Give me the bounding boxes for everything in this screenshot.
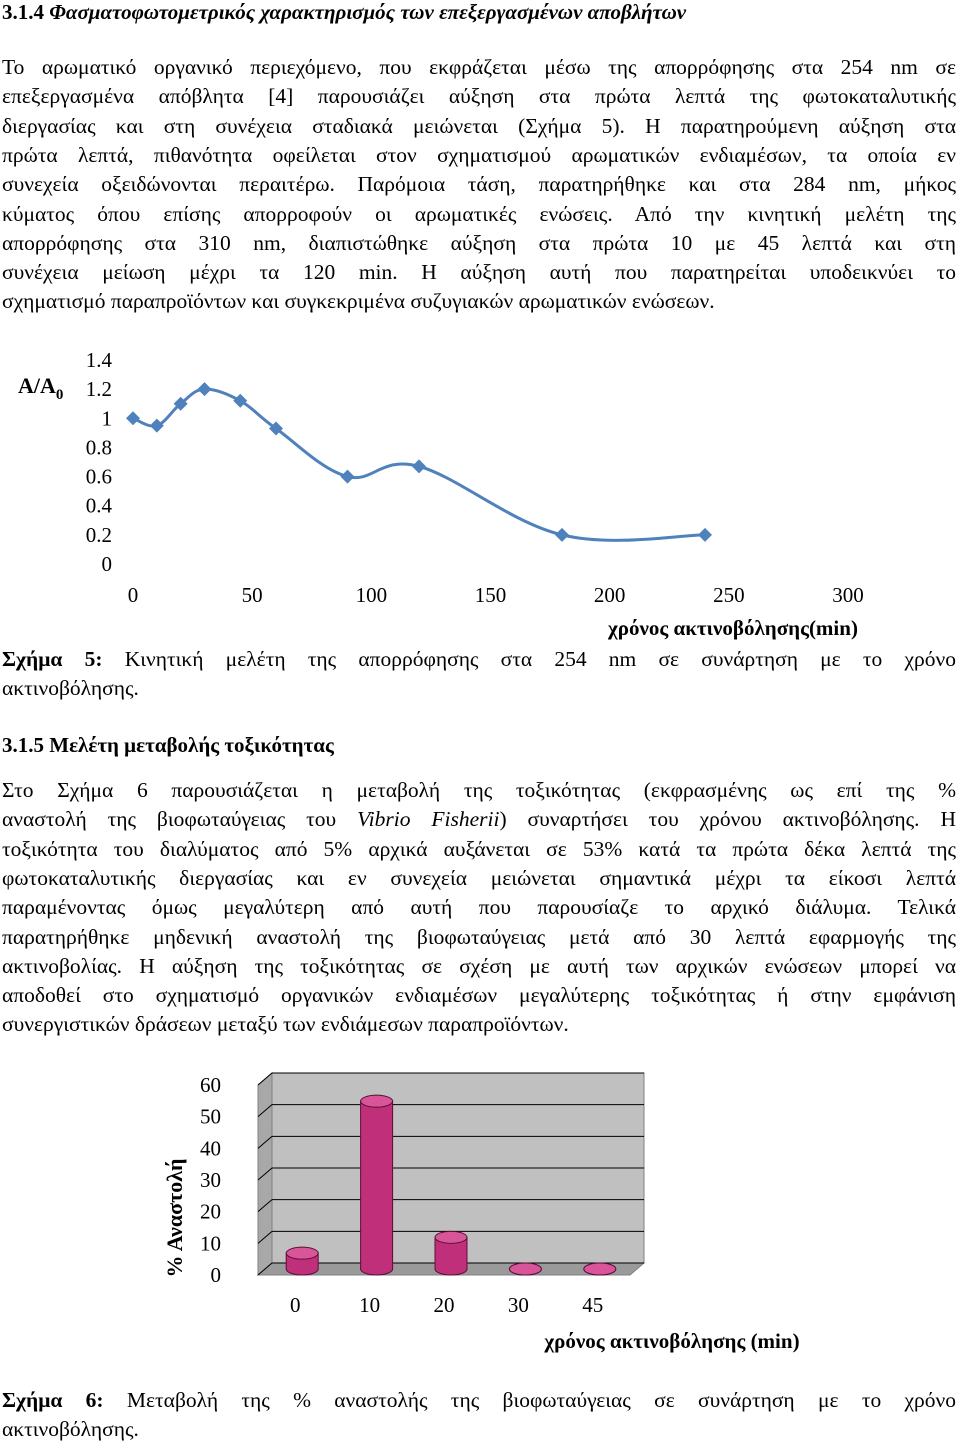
data-point-marker: [198, 382, 212, 396]
x-axis-label: χρόνος ακτινοβόλησης(min): [608, 616, 858, 640]
y-axis-label-sub: 0: [55, 387, 64, 403]
x-tick-label: 250: [713, 583, 745, 607]
y-tick-label: 1.4: [85, 348, 112, 372]
species-name: Vibrio Fisherii: [357, 807, 500, 832]
y-tick-label: 30: [200, 1168, 221, 1192]
paragraph-line: [2, 835, 956, 864]
text-segment: αποδοθεί στο σχηματισμό οργανικών ενδιαμέσων μεγαλύτερης τοξικότητας ή στην εμφάνιση: [2, 983, 956, 1008]
figure-5-line-chart: [0, 340, 960, 640]
x-tick-label: 20: [433, 1293, 455, 1317]
figure-5-caption-label: Σχήμα 5:: [2, 647, 103, 671]
paragraph-line: [2, 776, 956, 805]
paragraph-line: απορρόφησης στα 310 nm, διαπιστώθηκε αύξηση στα πρώτα 10 με 45 λεπτά και στη: [2, 230, 956, 255]
y-tick-label: 40: [200, 1136, 221, 1161]
data-point-marker: [412, 459, 426, 473]
paragraph-line: συνέχεια μείωση μέχρι τα 120 min. Η αύξηση αυτή που παρατηρείται υποδεικνύει το: [2, 260, 956, 285]
y-tick-label: 0.8: [85, 435, 112, 460]
paragraph-line: Το αρωματικό οργανικό περιεχόμενο, που εκφράζεται μέσω της απορρόφησης στα 254 nm σε: [2, 55, 956, 79]
y-tick-label: 0.6: [85, 464, 112, 489]
bar: [509, 1263, 541, 1275]
section-heading-3-1-5: [2, 733, 334, 758]
section-number: 3.1.4: [2, 0, 44, 24]
data-point-marker: [126, 411, 140, 425]
figure-5-caption-line-2: ακτινοβόλησης.: [2, 676, 139, 700]
bar: [584, 1263, 616, 1275]
data-point-marker: [150, 419, 164, 433]
paragraph-line: [2, 952, 956, 981]
figure-5-caption-text: Κινητική μελέτη της απορρόφησης στα 254 nm σε συνάρτηση με το χρόνο: [124, 647, 956, 671]
data-point-marker: [555, 528, 569, 542]
y-tick-label: 0: [210, 1263, 221, 1287]
figure-6-bar-chart: [0, 1060, 960, 1360]
data-point-marker: [698, 528, 712, 542]
paragraph-line: πρώτα λεπτά, πιθανότητα οφείλεται στον σχηματισμού αρωματικών ενδιαμέσων, τα οποία εν: [2, 142, 956, 167]
x-tick-label: 0: [289, 1293, 301, 1317]
text-segment: τοξικότητα του διαλύματος από 5% αρχικά αυξάνεται σε 53% κατά τα πρώτα δέκα λεπτά της: [2, 836, 956, 861]
y-axis-label-main: A/A: [18, 373, 56, 398]
x-axis-label: χρόνος ακτινοβόλησης (min): [544, 1329, 800, 1353]
text-segment: παρατηρήθηκε μηδενική αναστολή της βιοφωταύγειας μετά από 30 λεπτά εφαρμογής της: [2, 924, 956, 949]
bar: [435, 1231, 467, 1275]
bar: [361, 1095, 393, 1275]
x-tick-label: 30: [507, 1293, 529, 1317]
bar: [286, 1247, 318, 1275]
figure-5-caption-line-1: [2, 645, 956, 674]
paragraph-line: [2, 864, 956, 893]
paragraph-line: [2, 923, 956, 952]
text-segment: φωτοκαταλυτικής διεργασίας και εν συνεχεία μειώνεται σημαντικά μέχρι τα είκοσι λεπτά: [2, 865, 956, 890]
figure-6-caption-label: Σχήμα 6:: [2, 1388, 104, 1412]
y-tick-label: 0.2: [85, 522, 112, 547]
data-point-marker: [341, 470, 355, 484]
x-tick-label: 150: [474, 583, 507, 607]
data-point-marker: [233, 394, 247, 408]
x-tick-label: 200: [593, 583, 626, 607]
text-segment: συνεργιστικών δράσεων μεταξύ των ενδιάμεσων παραπροϊόντων.: [2, 1012, 569, 1037]
section-number: 3.1.5: [2, 733, 44, 757]
paragraph-line: [2, 1010, 956, 1039]
y-tick-label: 1: [101, 406, 112, 431]
paragraph-line: [2, 893, 956, 922]
x-tick-label: 10: [359, 1293, 381, 1317]
text-segment: ) συναρτήσει του χρόνου ακτινοβόλησης. Η: [499, 807, 956, 832]
text-segment: παραμένοντας όμως μεγαλύτερη από αυτή που παρουσίαζε το αρχικό διάλυμα. Τελικά: [2, 895, 956, 920]
figure-6-caption-text: Μεταβολή της % αναστολής της βιοφωταύγειας σε συνάρτηση με το χρόνο: [126, 1388, 956, 1412]
y-tick-label: 20: [200, 1199, 221, 1224]
y-axis-label: [18, 373, 63, 403]
y-tick-label: 10: [200, 1231, 221, 1256]
paragraph-line: διεργασίας και στη συνέχεια σταδιακά μειώνεται (Σχήμα 5). Η παρατηρούμενη αύξηση στα: [2, 113, 956, 138]
x-tick-label: 45: [582, 1293, 604, 1317]
y-axis-label: % Αναστολή: [162, 1158, 187, 1278]
x-tick-label: 300: [832, 583, 864, 607]
text-segment: αναστολή της βιοφωταύγειας του: [2, 807, 358, 832]
x-tick-label: 50: [241, 583, 263, 607]
section-heading-3-1-4: [2, 0, 686, 25]
paragraph-line: σχηματισμό παραπροϊόντων και συγκεκριμένα συζυγιακών αρωματικών ενώσεων.: [2, 289, 715, 314]
text-segment: ακτινοβολίας. Η αύξηση της τοξικότητας σε σχέση με αυτή των αρχικών ενώσεων μπορεί να: [2, 953, 956, 978]
y-tick-label: 1.2: [85, 377, 112, 402]
y-tick-label: 50: [200, 1104, 221, 1129]
section-title: Φασματοφωτομετρικός χαρακτηρισμός των επεξεργασμένων αποβλήτων: [49, 0, 687, 24]
paragraph-line: [2, 805, 956, 834]
paragraph-line: επεξεργασμένα απόβλητα [4] παρουσιάζει αύξηση στα πρώτα λεπτά της φωτοκαταλυτικής: [2, 84, 956, 109]
y-tick-label: 0.4: [85, 493, 112, 518]
figure-6-caption-line-1: [2, 1386, 956, 1415]
paragraph-line: συνεχεία οξειδώνονται περαιτέρω. Παρόμοια τάση, παρατηρήθηκε και στα 284 nm, μήκος: [2, 172, 956, 197]
paragraph-line: κύματος όπου επίσης απορροφούν οι αρωματικές ενώσεις. Από την κινητική μελέτη της: [2, 201, 956, 226]
x-tick-label: 0: [127, 583, 139, 607]
paragraph-line: [2, 981, 956, 1010]
x-tick-label: 100: [355, 583, 388, 607]
y-tick-label: 0: [101, 552, 112, 576]
figure-6-caption-line-2: ακτινοβόλησης.: [2, 1417, 139, 1441]
text-segment: Στο Σχήμα 6 παρουσιάζεται η μεταβολή της τοξικότητας (εκφρασμένης ως επί της %: [2, 778, 956, 802]
section-title: Μελέτη μεταβολής τοξικότητας: [49, 733, 334, 757]
y-tick-label: 60: [200, 1073, 221, 1097]
